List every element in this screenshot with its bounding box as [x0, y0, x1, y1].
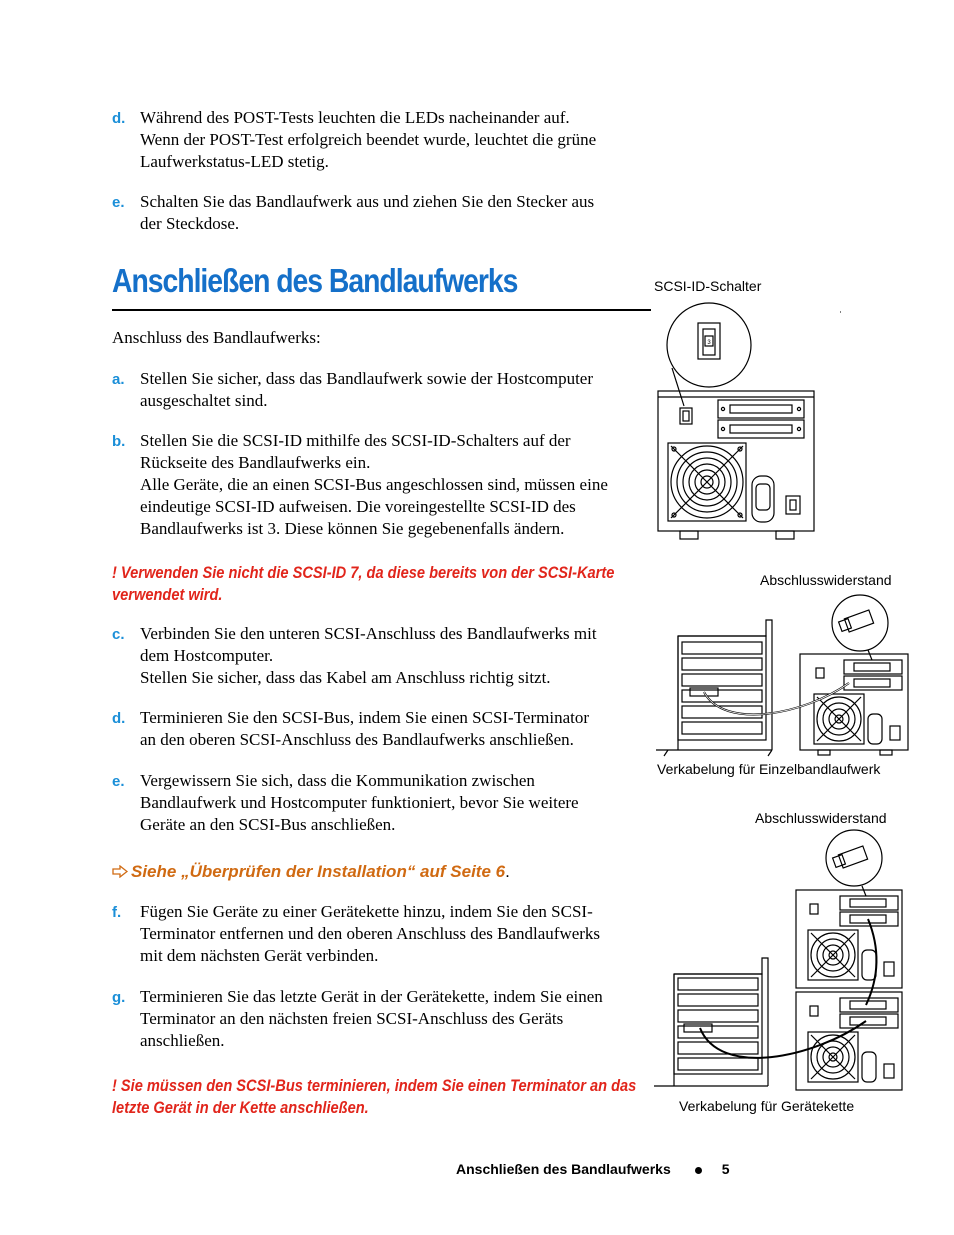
footer-section-title: Anschließen des Bandlaufwerks: [456, 1161, 671, 1177]
arrow-right-icon: [112, 865, 128, 878]
step-text: Terminieren Sie den SCSI-Bus, indem Sie einen SCSI-Terminator an den oberen SCSI-Anschluss des Bandlaufwerks anschließen.: [140, 708, 589, 749]
scsi-id-digit: 3: [707, 340, 711, 346]
figure-caption: Verkabelung für Einzelbandlaufwerk: [657, 761, 881, 777]
tape-drive-rear-figure: [652, 298, 852, 558]
step-marker: f.: [112, 904, 122, 921]
step-text: Terminieren Sie das letzte Gerät in der Gerätekette, indem Sie einen Terminator an den nächsten freien SCSI-Anschluss des Geräts anschließen.: [140, 987, 603, 1050]
warning-note: ! Verwenden Sie nicht die SCSI-ID 7, da diese bereits von der SCSI-Karte verwendet wird.: [112, 563, 615, 604]
figure-caption: Verkabelung für Gerätekette: [679, 1098, 855, 1114]
step-text: Während des POST-Tests leuchten die LEDs nacheinander auf. Wenn der POST-Test erfolgreich beendet wurde, leuchtet die grüne Laufwerkstatus-LED stetig.: [140, 108, 597, 171]
single-drive-cabling-figure: [654, 590, 914, 760]
warning-note: ! Sie müssen den SCSI-Bus terminieren, indem Sie einen Terminator an das letzte Gerät in der Kette anschließen.: [112, 1076, 637, 1117]
step-marker: c.: [112, 626, 125, 643]
section-title: Anschließen des Bandlaufwerks: [112, 262, 518, 299]
terminator-label: Abschlusswiderstand: [755, 810, 887, 826]
step-marker: e.: [112, 194, 125, 211]
step-marker: e.: [112, 773, 125, 790]
daisy-chain-cabling-figure: [654, 828, 914, 1093]
terminator-label: Abschlusswiderstand: [760, 572, 892, 588]
section-intro: Anschluss des Bandlaufwerks:: [112, 328, 321, 347]
cross-reference-period: .: [505, 862, 510, 881]
step-marker: b.: [112, 433, 126, 450]
step-text: Stellen Sie sicher, dass das Bandlaufwerk sowie der Hostcomputer ausgeschaltet sind.: [140, 369, 594, 410]
cross-reference-text[interactable]: Siehe „Überprüfen der Installation“ auf Seite 6: [131, 862, 506, 881]
heading-rule: [112, 309, 651, 311]
step-marker: d.: [112, 710, 126, 727]
page-number: 5: [721, 1161, 730, 1177]
step-marker: a.: [112, 371, 125, 388]
cross-reference-link[interactable]: [112, 862, 510, 882]
footer-bullet: [695, 1167, 702, 1174]
step-text: Fügen Sie Geräte zu einer Gerätekette hinzu, indem Sie den SCSI- Terminator entfernen und den oberen Anschluss des Bandlaufwerks mit dem nächsten Gerät verbinden.: [140, 902, 601, 965]
step-text: Verbinden Sie den unteren SCSI-Anschluss des Bandlaufwerks mit dem Hostcomputer. Stellen Sie sicher, dass das Kabel am Anschluss richtig sitzt.: [140, 624, 597, 687]
step-text: Stellen Sie die SCSI-ID mithilfe des SCSI-ID-Schalters auf der Rückseite des Bandlaufwerks ein. Alle Geräte, die an einen SCSI-Bus angeschlossen sind, müssen eine eindeutige SCSI-ID aufweisen. Die voreingestellte SCSI-ID des Bandlaufwerks ist 3. Diese können Sie gegebenenfalls ändern.: [140, 431, 608, 538]
page-footer: [456, 1161, 730, 1177]
step-text: Schalten Sie das Bandlaufwerk aus und ziehen Sie den Stecker aus der Steckdose.: [140, 192, 595, 233]
step-marker: d.: [112, 110, 126, 127]
step-marker: g.: [112, 989, 126, 1006]
scsi-id-switch-label: SCSI-ID-Schalter: [654, 278, 762, 294]
step-text: Vergewissern Sie sich, dass die Kommunikation zwischen Bandlaufwerk und Hostcomputer funktioniert, bevor Sie weitere Geräte an den SCSI-Bus anschließen.: [140, 771, 579, 834]
